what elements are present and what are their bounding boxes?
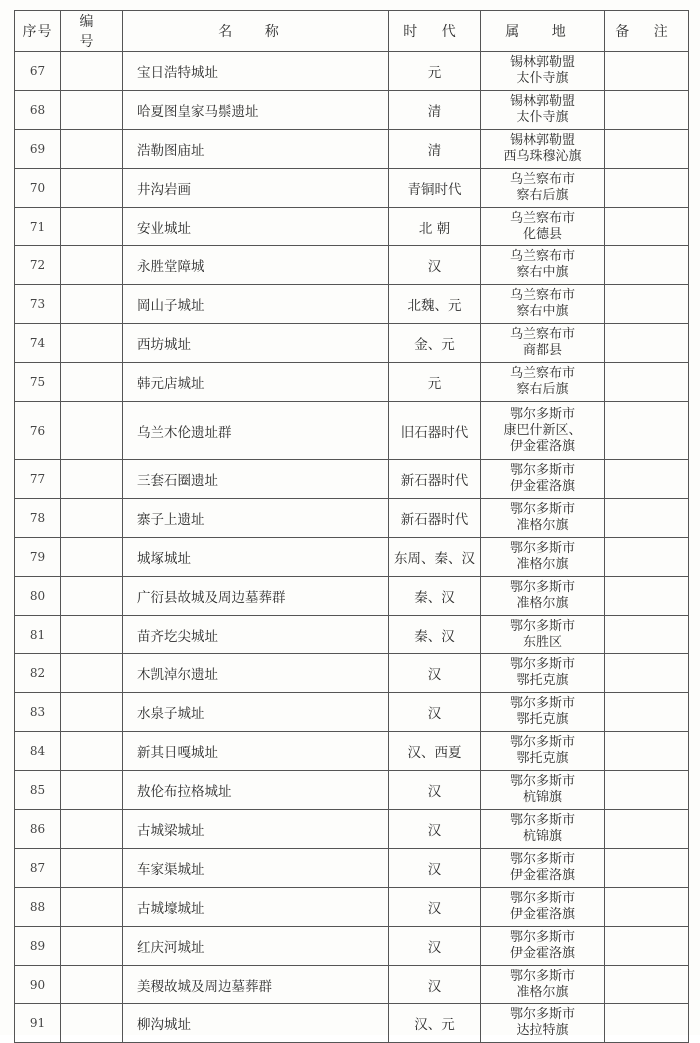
cell-seq: 78 — [15, 498, 61, 537]
location-line: 商都县 — [522, 343, 562, 359]
cell-remark — [605, 52, 689, 91]
cell-remark — [605, 887, 689, 926]
cell-remark — [605, 363, 689, 402]
cell-remark — [605, 615, 689, 654]
cell-location — [481, 654, 605, 693]
table-row — [15, 363, 689, 402]
cell-location — [481, 90, 605, 129]
table-row — [15, 460, 689, 499]
location-line: 鄂尔多斯市 — [509, 406, 575, 422]
cell-name: 广衍县故城及周边墓葬群 — [123, 576, 389, 615]
location-line: 鄂尔多斯市 — [509, 462, 575, 478]
location-line: 西乌珠穆沁旗 — [503, 148, 582, 164]
table-body — [15, 52, 689, 1043]
cell-seq: 89 — [15, 926, 61, 965]
location-line: 伊金霍洛旗 — [509, 945, 575, 961]
location-line: 鄂尔多斯市 — [509, 540, 575, 556]
cell-seq: 76 — [15, 402, 61, 460]
cell-era: 旧石器时代 — [389, 402, 481, 460]
cell-name: 水泉子城址 — [123, 693, 389, 732]
location-line: 鄂托克旗 — [516, 751, 569, 767]
location-line: 鄂尔多斯市 — [509, 735, 575, 751]
table-row — [15, 887, 689, 926]
cell-seq: 74 — [15, 324, 61, 363]
cell-remark — [605, 324, 689, 363]
cell-code — [61, 90, 123, 129]
cell-seq: 67 — [15, 52, 61, 91]
location-line: 伊金霍洛旗 — [509, 867, 575, 883]
location-line: 乌兰察布市 — [509, 249, 575, 265]
cell-location — [481, 207, 605, 246]
location-line: 伊金霍洛旗 — [509, 478, 575, 494]
table-row — [15, 207, 689, 246]
table-row — [15, 926, 689, 965]
cell-code — [61, 460, 123, 499]
location-line: 锡林郭勒盟 — [509, 54, 575, 70]
cell-location — [481, 1004, 605, 1043]
cell-location — [481, 615, 605, 654]
location-line: 东胜区 — [522, 634, 562, 650]
table-row — [15, 1004, 689, 1043]
cell-era: 汉 — [389, 654, 481, 693]
cell-era: 汉、元 — [389, 1004, 481, 1043]
cell-name: 古城梁城址 — [123, 810, 389, 849]
location-line: 伊金霍洛旗 — [509, 906, 575, 922]
cell-location — [481, 402, 605, 460]
location-line: 杭锦旗 — [522, 790, 562, 806]
cell-remark — [605, 207, 689, 246]
table-row — [15, 246, 689, 285]
cell-era: 汉、西夏 — [389, 732, 481, 771]
table-row — [15, 498, 689, 537]
cell-code — [61, 498, 123, 537]
cell-name: 西坊城址 — [123, 324, 389, 363]
cell-code — [61, 615, 123, 654]
cell-seq: 69 — [15, 129, 61, 168]
cell-era: 北魏、元 — [389, 285, 481, 324]
location-line: 乌兰察布市 — [509, 327, 575, 343]
table-row — [15, 90, 689, 129]
cell-seq: 85 — [15, 771, 61, 810]
cell-name: 宝日浩特城址 — [123, 52, 389, 91]
cell-seq: 68 — [15, 90, 61, 129]
location-line: 察右后旗 — [516, 382, 569, 398]
location-line: 鄂尔多斯市 — [509, 851, 575, 867]
cell-remark — [605, 246, 689, 285]
cell-name: 哈夏图皇家马鬃遗址 — [123, 90, 389, 129]
cell-code — [61, 965, 123, 1004]
cell-name: 三套石圈遗址 — [123, 460, 389, 499]
cell-location — [481, 460, 605, 499]
cell-name: 美稷故城及周边墓葬群 — [123, 965, 389, 1004]
location-line: 太仆寺旗 — [516, 70, 569, 86]
cell-remark — [605, 460, 689, 499]
cell-code — [61, 324, 123, 363]
cell-seq: 81 — [15, 615, 61, 654]
cell-name: 新其日嘎城址 — [123, 732, 389, 771]
cell-name: 安业城址 — [123, 207, 389, 246]
location-line: 锡林郭勒盟 — [509, 93, 575, 109]
cell-remark — [605, 576, 689, 615]
cell-seq: 87 — [15, 848, 61, 887]
location-line: 杭锦旗 — [522, 828, 562, 844]
cell-code — [61, 285, 123, 324]
location-line: 鄂托克旗 — [516, 712, 569, 728]
cell-era: 秦、汉 — [389, 576, 481, 615]
location-line: 鄂尔多斯市 — [509, 618, 575, 634]
cell-location — [481, 285, 605, 324]
table-row — [15, 771, 689, 810]
table-row — [15, 52, 689, 91]
cell-location — [481, 887, 605, 926]
location-line: 鄂尔多斯市 — [509, 890, 575, 906]
cell-location — [481, 246, 605, 285]
cell-era: 汉 — [389, 926, 481, 965]
cell-era: 元 — [389, 52, 481, 91]
cell-code — [61, 654, 123, 693]
cell-seq: 70 — [15, 168, 61, 207]
cell-code — [61, 926, 123, 965]
cell-name: 井沟岩画 — [123, 168, 389, 207]
cell-code — [61, 52, 123, 91]
cell-code — [61, 246, 123, 285]
cell-era: 新石器时代 — [389, 460, 481, 499]
table-row — [15, 576, 689, 615]
location-line: 察右中旗 — [516, 304, 569, 320]
heritage-sites-table — [14, 10, 689, 1043]
table-row — [15, 965, 689, 1004]
location-line: 鄂尔多斯市 — [509, 1007, 575, 1023]
location-line: 鄂尔多斯市 — [509, 968, 575, 984]
cell-era: 汉 — [389, 810, 481, 849]
cell-era: 青铜时代 — [389, 168, 481, 207]
location-line: 锡林郭勒盟 — [509, 132, 575, 148]
cell-remark — [605, 848, 689, 887]
cell-era: 汉 — [389, 965, 481, 1004]
table-row — [15, 129, 689, 168]
cell-location — [481, 498, 605, 537]
cell-seq: 73 — [15, 285, 61, 324]
cell-code — [61, 732, 123, 771]
cell-remark — [605, 285, 689, 324]
cell-name: 浩勒图庙址 — [123, 129, 389, 168]
cell-seq: 86 — [15, 810, 61, 849]
cell-remark — [605, 90, 689, 129]
cell-name: 木凯淖尔遗址 — [123, 654, 389, 693]
location-line: 乌兰察布市 — [509, 171, 575, 187]
cell-location — [481, 965, 605, 1004]
cell-location — [481, 129, 605, 168]
cell-seq: 80 — [15, 576, 61, 615]
cell-seq: 79 — [15, 537, 61, 576]
cell-code — [61, 129, 123, 168]
cell-name: 城塚城址 — [123, 537, 389, 576]
location-line: 鄂尔多斯市 — [509, 657, 575, 673]
cell-name: 乌兰木伦遗址群 — [123, 402, 389, 460]
cell-code — [61, 887, 123, 926]
cell-remark — [605, 926, 689, 965]
cell-code — [61, 848, 123, 887]
cell-location — [481, 810, 605, 849]
cell-code — [61, 537, 123, 576]
cell-remark — [605, 129, 689, 168]
cell-era: 北 朝 — [389, 207, 481, 246]
location-line: 鄂尔多斯市 — [509, 501, 575, 517]
cell-code — [61, 168, 123, 207]
cell-code — [61, 207, 123, 246]
table-row — [15, 615, 689, 654]
cell-remark — [605, 168, 689, 207]
location-line: 准格尔旗 — [516, 517, 569, 533]
location-line: 鄂托克旗 — [516, 673, 569, 689]
table-row — [15, 168, 689, 207]
cell-remark — [605, 402, 689, 460]
cell-code — [61, 810, 123, 849]
cell-location — [481, 848, 605, 887]
table-row — [15, 732, 689, 771]
location-line: 达拉特旗 — [516, 1023, 569, 1039]
cell-era: 秦、汉 — [389, 615, 481, 654]
location-line: 太仆寺旗 — [516, 109, 569, 125]
location-line: 准格尔旗 — [516, 984, 569, 1000]
cell-location — [481, 324, 605, 363]
header-remark: 备 注 — [605, 11, 689, 52]
cell-era: 汉 — [389, 848, 481, 887]
location-line: 鄂尔多斯市 — [509, 774, 575, 790]
cell-era: 汉 — [389, 771, 481, 810]
cell-code — [61, 1004, 123, 1043]
header-seq: 序号 — [15, 11, 61, 52]
cell-location — [481, 732, 605, 771]
location-line: 乌兰察布市 — [509, 366, 575, 382]
cell-name: 苗齐圪尖城址 — [123, 615, 389, 654]
cell-location — [481, 168, 605, 207]
table-row — [15, 654, 689, 693]
cell-location — [481, 363, 605, 402]
cell-seq: 72 — [15, 246, 61, 285]
cell-code — [61, 402, 123, 460]
location-line: 准格尔旗 — [516, 595, 569, 611]
cell-remark — [605, 1004, 689, 1043]
cell-seq: 82 — [15, 654, 61, 693]
cell-seq: 90 — [15, 965, 61, 1004]
cell-name: 寨子上遗址 — [123, 498, 389, 537]
cell-location — [481, 52, 605, 91]
table-row — [15, 324, 689, 363]
cell-seq: 83 — [15, 693, 61, 732]
cell-seq: 88 — [15, 887, 61, 926]
cell-era: 清 — [389, 90, 481, 129]
table-row — [15, 810, 689, 849]
cell-remark — [605, 771, 689, 810]
table-row — [15, 402, 689, 460]
cell-code — [61, 771, 123, 810]
location-line: 鄂尔多斯市 — [509, 696, 575, 712]
cell-era: 汉 — [389, 693, 481, 732]
cell-seq: 84 — [15, 732, 61, 771]
cell-remark — [605, 965, 689, 1004]
location-line: 察右后旗 — [516, 187, 569, 203]
cell-name: 永胜堂障城 — [123, 246, 389, 285]
location-line: 化德县 — [522, 226, 562, 242]
location-line: 乌兰察布市 — [509, 210, 575, 226]
cell-era: 新石器时代 — [389, 498, 481, 537]
cell-code — [61, 576, 123, 615]
cell-seq: 91 — [15, 1004, 61, 1043]
cell-seq: 75 — [15, 363, 61, 402]
location-line: 鄂尔多斯市 — [509, 579, 575, 595]
cell-seq: 71 — [15, 207, 61, 246]
cell-remark — [605, 654, 689, 693]
location-line: 准格尔旗 — [516, 556, 569, 572]
cell-name: 古城壕城址 — [123, 887, 389, 926]
cell-location — [481, 771, 605, 810]
table-row — [15, 848, 689, 887]
header-name: 名 称 — [123, 11, 389, 52]
cell-remark — [605, 693, 689, 732]
cell-name: 红庆河城址 — [123, 926, 389, 965]
cell-era: 汉 — [389, 887, 481, 926]
cell-era: 东周、秦、汉 — [389, 537, 481, 576]
cell-remark — [605, 810, 689, 849]
cell-location — [481, 926, 605, 965]
location-line: 康巴什新区、 — [503, 422, 582, 438]
cell-name: 韩元店城址 — [123, 363, 389, 402]
cell-era: 汉 — [389, 246, 481, 285]
cell-location — [481, 693, 605, 732]
table-row — [15, 537, 689, 576]
header-code: 编 号 — [61, 11, 123, 52]
header-location: 属 地 — [481, 11, 605, 52]
cell-name: 敖伦布拉格城址 — [123, 771, 389, 810]
table-header-row — [15, 11, 689, 52]
cell-era: 清 — [389, 129, 481, 168]
cell-location — [481, 537, 605, 576]
cell-era: 元 — [389, 363, 481, 402]
cell-remark — [605, 537, 689, 576]
location-line: 伊金霍洛旗 — [509, 438, 575, 454]
cell-name: 岡山子城址 — [123, 285, 389, 324]
cell-era: 金、元 — [389, 324, 481, 363]
cell-remark — [605, 732, 689, 771]
cell-location — [481, 576, 605, 615]
cell-code — [61, 363, 123, 402]
cell-name: 车家渠城址 — [123, 848, 389, 887]
table-row — [15, 285, 689, 324]
table-row — [15, 693, 689, 732]
location-line: 乌兰察布市 — [509, 288, 575, 304]
location-line: 鄂尔多斯市 — [509, 812, 575, 828]
location-line: 察右中旗 — [516, 265, 569, 281]
location-line: 鄂尔多斯市 — [509, 929, 575, 945]
cell-name: 柳沟城址 — [123, 1004, 389, 1043]
cell-remark — [605, 498, 689, 537]
cell-code — [61, 693, 123, 732]
header-era: 时 代 — [389, 11, 481, 52]
cell-seq: 77 — [15, 460, 61, 499]
